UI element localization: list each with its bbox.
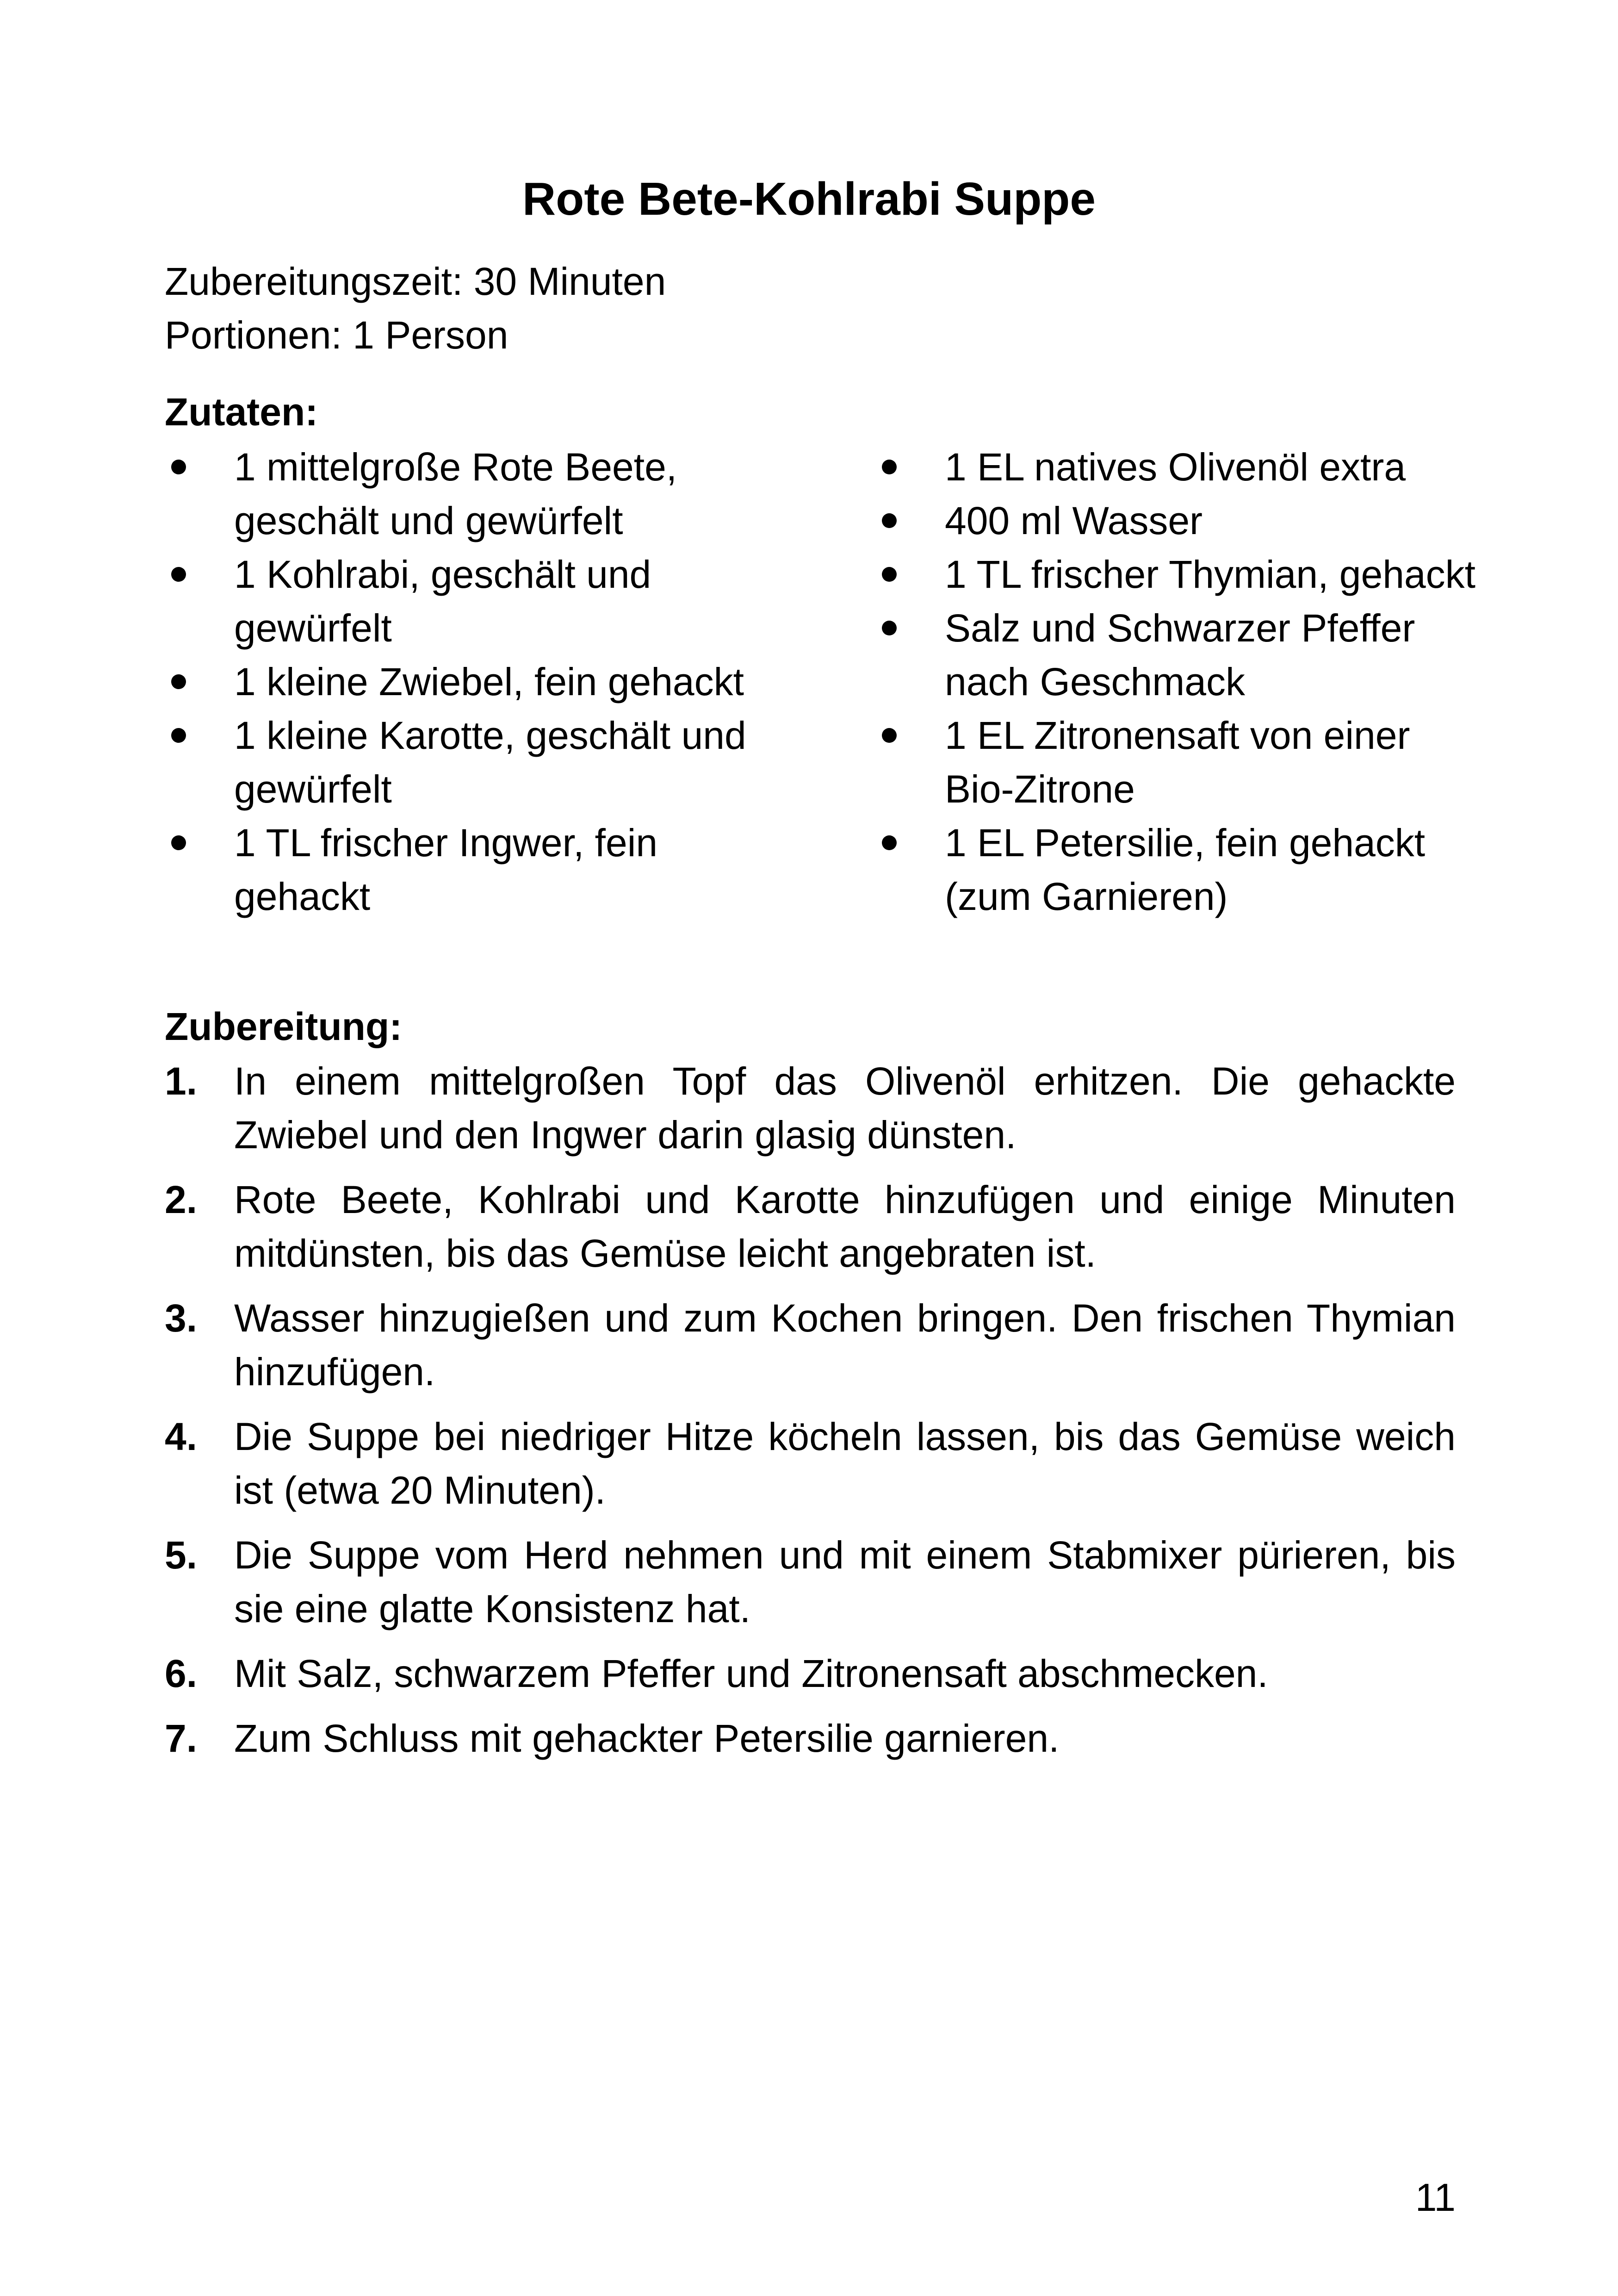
- ingredient-item: [875, 601, 1486, 709]
- ingredient-item: [875, 816, 1486, 923]
- bullet-icon: [171, 674, 186, 689]
- ingredient-item: [165, 548, 775, 655]
- bullet-icon: [882, 728, 897, 743]
- bullet-icon: [171, 567, 186, 582]
- ingredient-text: 1 TL frischer Thymian, gehackt: [945, 553, 1475, 596]
- ingredients-list-left: [165, 440, 775, 923]
- step-number: 2.: [165, 1178, 198, 1221]
- ingredient-item: [165, 655, 775, 709]
- preparation-heading: Zubereitung:: [165, 1005, 403, 1048]
- step-number: 4.: [165, 1415, 198, 1458]
- preparation-steps: [165, 1054, 1456, 1776]
- ingredient-text: 1 EL Petersilie, fein gehackt (zum Garnieren): [945, 821, 1426, 918]
- ingredient-item: [165, 440, 775, 548]
- page-number: 11: [1415, 2176, 1456, 2219]
- ingredient-item: [875, 494, 1486, 548]
- ingredient-text: 1 mittelgroße Rote Beete, geschält und gewürfelt: [234, 445, 677, 542]
- bullet-icon: [882, 567, 897, 582]
- ingredient-item: [165, 709, 775, 816]
- step-item: [165, 1173, 1456, 1280]
- step-item: [165, 1528, 1456, 1636]
- bullet-icon: [171, 460, 186, 474]
- recipe-title: Rote Bete-Kohlrabi Suppe: [522, 173, 1096, 225]
- bullet-icon: [882, 835, 897, 850]
- step-text: Die Suppe vom Herd nehmen und mit einem Stabmixer pürieren, bis sie eine glatte Konsistenz hat.: [234, 1533, 1456, 1630]
- step-text: Zum Schluss mit gehackter Petersilie garnieren.: [234, 1717, 1060, 1760]
- ingredient-item: [875, 440, 1486, 494]
- servings: Portionen: 1 Person: [165, 313, 508, 357]
- step-item: [165, 1647, 1456, 1700]
- ingredient-text: 1 EL Zitronensaft von einer Bio-Zitrone: [945, 714, 1410, 811]
- step-item: [165, 1410, 1456, 1517]
- ingredient-text: 1 kleine Zwiebel, fein gehackt: [234, 660, 744, 703]
- step-number: 7.: [165, 1717, 198, 1760]
- step-text: Mit Salz, schwarzem Pfeffer und Zitronensaft abschmecken.: [234, 1652, 1268, 1695]
- step-text: Rote Beete, Kohlrabi und Karotte hinzufügen und einige Minuten mitdünsten, bis das Gemüse leicht angebraten ist.: [234, 1178, 1456, 1275]
- step-text: Wasser hinzugießen und zum Kochen bringen. Den frischen Thymian hinzufügen.: [234, 1296, 1456, 1394]
- bullet-icon: [882, 621, 897, 635]
- step-text: Die Suppe bei niedriger Hitze köcheln lassen, bis das Gemüse weich ist (etwa 20 Minuten).: [234, 1415, 1456, 1512]
- step-number: 6.: [165, 1652, 198, 1695]
- step-item: [165, 1054, 1456, 1162]
- bullet-icon: [171, 835, 186, 850]
- ingredient-text: 400 ml Wasser: [945, 499, 1203, 542]
- ingredient-item: [875, 709, 1486, 816]
- step-item: [165, 1711, 1456, 1765]
- bullet-icon: [882, 460, 897, 474]
- recipe-meta: [165, 255, 666, 362]
- step-item: [165, 1291, 1456, 1399]
- step-number: 1.: [165, 1059, 198, 1103]
- step-number: 5.: [165, 1533, 198, 1577]
- ingredient-text: 1 EL natives Olivenöl extra: [945, 445, 1406, 489]
- ingredient-item: [165, 816, 775, 923]
- ingredient-text: 1 Kohlrabi, geschält und gewürfelt: [234, 553, 651, 650]
- bullet-icon: [171, 728, 186, 743]
- ingredient-text: 1 TL frischer Ingwer, fein gehackt: [234, 821, 658, 918]
- ingredient-text: 1 kleine Karotte, geschält und gewürfelt: [234, 714, 746, 811]
- ingredients-heading: Zutaten:: [165, 390, 318, 434]
- prep-time: Zubereitungszeit: 30 Minuten: [165, 260, 666, 303]
- ingredient-text: Salz und Schwarzer Pfeffer nach Geschmack: [945, 606, 1415, 703]
- step-number: 3.: [165, 1296, 198, 1340]
- ingredients-list-right: [875, 440, 1486, 923]
- ingredient-item: [875, 548, 1486, 601]
- step-text: In einem mittelgroßen Topf das Olivenöl erhitzen. Die gehackte Zwiebel und den Ingwer darin glasig dünsten.: [234, 1059, 1456, 1157]
- bullet-icon: [882, 513, 897, 528]
